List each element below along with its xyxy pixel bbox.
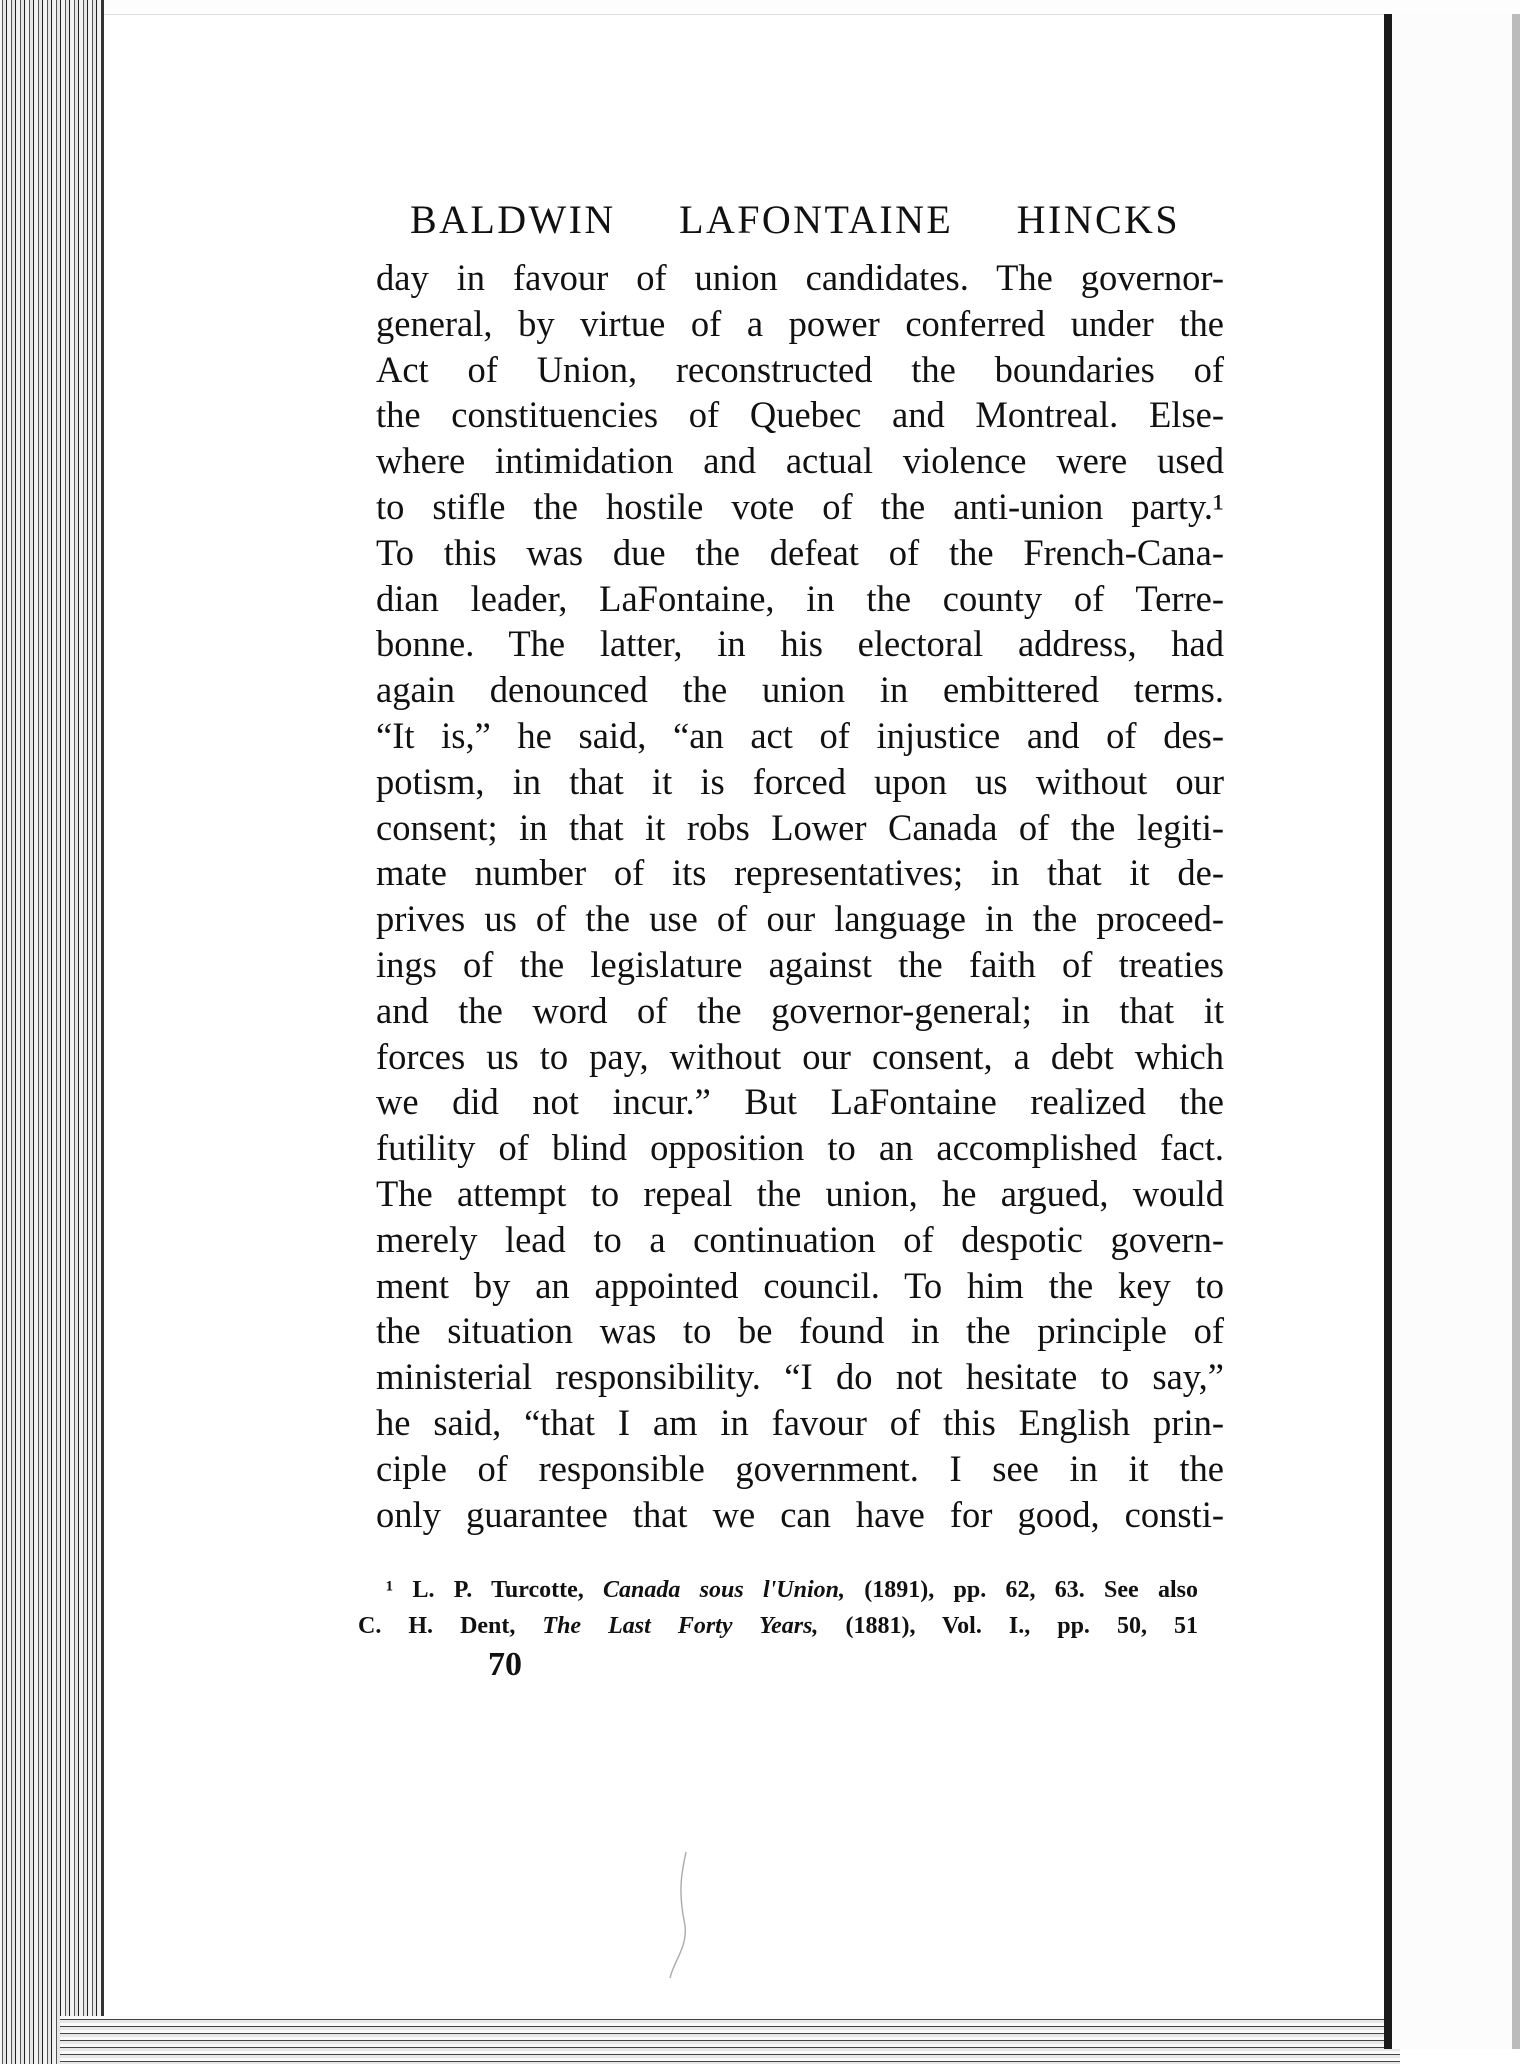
footnote-line-1 — [358, 1572, 1198, 1608]
body-line: The attempt to repeal the union, he argued, would — [376, 1172, 1224, 1214]
body-line: bonne. The latter, in his electoral address, had — [376, 623, 1224, 665]
page-number: 70 — [488, 1646, 522, 1683]
body-line: where intimidation and actual violence were used — [376, 440, 1224, 482]
body-line: to stifle the hostile vote of the anti-union party.¹ — [376, 485, 1224, 527]
footnote-text: (1881), Vol. I., pp. 50, 51 — [818, 1613, 1198, 1639]
footnote-line-2 — [358, 1608, 1198, 1644]
footnote-marker: ¹ — [386, 1577, 394, 1603]
body-line: “It is,” he said, “an act of injustice and of des- — [376, 714, 1224, 756]
book-bottom-page-edges — [60, 2016, 1400, 2064]
body-line: general, by virtue of a power conferred under the — [376, 302, 1224, 344]
body-line: dian leader, LaFontaine, in the county of Terre- — [376, 577, 1224, 619]
body-line: mate number of its representatives; in that it de- — [376, 852, 1224, 894]
body-line: ciple of responsible government. I see in it the — [376, 1447, 1224, 1489]
body-line: forces us to pay, without our consent, a debt which — [376, 1035, 1224, 1077]
body-line: only guarantee that we can have for good, consti- — [376, 1493, 1224, 1535]
footnote-text: L. P. Turcotte, — [393, 1577, 604, 1603]
body-line: the constituencies of Quebec and Montreal. Else- — [376, 394, 1224, 436]
body-line: Act of Union, reconstructed the boundaries of — [376, 348, 1224, 390]
stray-pencil-mark — [664, 1850, 694, 1980]
running-head: BALDWIN LAFONTAINE HINCKS — [410, 197, 1180, 242]
body-line: potism, in that it is forced upon us without our — [376, 760, 1224, 802]
facing-page-edge — [1392, 14, 1520, 2049]
footnote-title: Canada sous l'Union, — [603, 1577, 845, 1603]
footnote-title: The Last Forty Years, — [542, 1613, 819, 1639]
body-line: and the word of the governor-general; in that it — [376, 989, 1224, 1031]
footnote-text: C. H. Dent, — [358, 1613, 543, 1639]
body-line: merely lead to a continuation of despotic govern- — [376, 1218, 1224, 1260]
body-line: ings of the legislature against the faith of treaties — [376, 943, 1224, 985]
gutter-fold — [1384, 14, 1392, 2049]
body-line: day in favour of union candidates. The governor- — [376, 257, 1224, 298]
body-line: consent; in that it robs Lower Canada of the legiti- — [376, 806, 1224, 848]
footnote-text: (1891), pp. 62, 63. See also — [844, 1577, 1198, 1603]
body-line: futility of blind opposition to an accomplished fact. — [376, 1127, 1224, 1169]
book-left-page-edges — [0, 0, 104, 2064]
page-top-edge — [104, 0, 1520, 15]
body-line: the situation was to be found in the principle of — [376, 1310, 1224, 1352]
body-line: again denounced the union in embittered terms. — [376, 669, 1224, 711]
body-line: To this was due the defeat of the French-Cana- — [376, 531, 1224, 573]
body-text — [376, 255, 1224, 1537]
body-line: prives us of the use of our language in the proceed- — [376, 898, 1224, 940]
body-line: ment by an appointed council. To him the key to — [376, 1264, 1224, 1306]
body-line: ministerial responsibility. “I do not hesitate to say,” — [376, 1356, 1224, 1398]
body-line: he said, “that I am in favour of this English prin- — [376, 1401, 1224, 1443]
footnotes — [358, 1572, 1198, 1644]
body-line: we did not incur.” But LaFontaine realized the — [376, 1081, 1224, 1123]
